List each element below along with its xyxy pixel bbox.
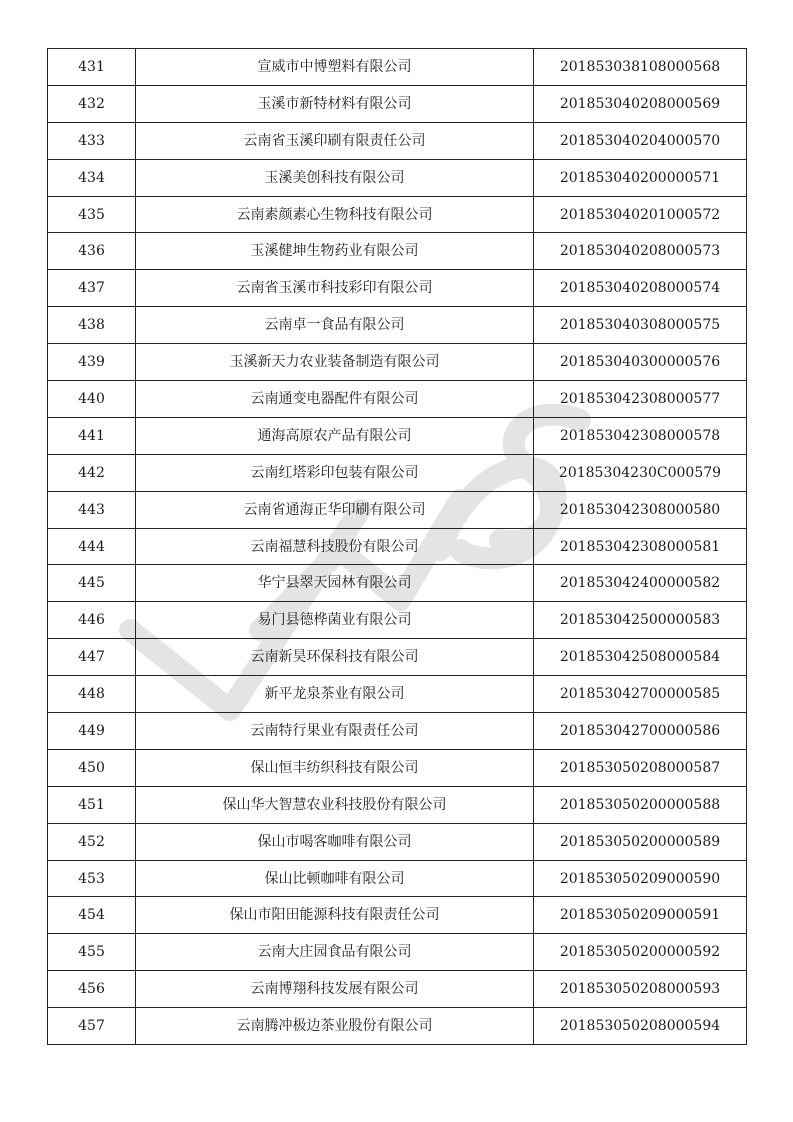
registration-code: 201853050200000588	[534, 786, 747, 823]
company-name: 保山市喝客咖啡有限公司	[136, 823, 534, 860]
table-row	[48, 307, 747, 344]
company-name: 云南省玉溪市科技彩印有限公司	[136, 270, 534, 307]
table-row	[48, 639, 747, 676]
registration-code: 201853040200000571	[534, 159, 747, 196]
row-number: 451	[48, 786, 136, 823]
row-number: 433	[48, 122, 136, 159]
company-name: 云南素颜素心生物科技有限公司	[136, 196, 534, 233]
row-number: 435	[48, 196, 136, 233]
company-name: 玉溪新天力农业装备制造有限公司	[136, 344, 534, 381]
company-name: 保山比顿咖啡有限公司	[136, 860, 534, 897]
registration-code: 201853042508000584	[534, 639, 747, 676]
company-name: 保山恒丰纺织科技有限公司	[136, 749, 534, 786]
company-name: 云南腾冲极边茶业股份有限公司	[136, 1008, 534, 1045]
table-row	[48, 344, 747, 381]
registration-code: 201853040308000575	[534, 307, 747, 344]
row-number: 455	[48, 934, 136, 971]
table-row	[48, 454, 747, 491]
table-row	[48, 860, 747, 897]
table-row	[48, 565, 747, 602]
registration-code: 201853042308000577	[534, 381, 747, 418]
table-row	[48, 233, 747, 270]
table-row	[48, 971, 747, 1008]
table-row	[48, 749, 747, 786]
company-name: 云南通变电器配件有限公司	[136, 381, 534, 418]
registration-code: 201853050208000587	[534, 749, 747, 786]
table-row	[48, 159, 747, 196]
registration-code: 201853040300000576	[534, 344, 747, 381]
company-name: 云南福慧科技股份有限公司	[136, 528, 534, 565]
registration-code: 201853040201000572	[534, 196, 747, 233]
row-number: 436	[48, 233, 136, 270]
company-name: 保山市阳田能源科技有限责任公司	[136, 897, 534, 934]
table-row	[48, 196, 747, 233]
row-number: 431	[48, 49, 136, 86]
registration-code: 201853040208000574	[534, 270, 747, 307]
registration-code: 20185304230C000579	[534, 454, 747, 491]
row-number: 445	[48, 565, 136, 602]
row-number: 447	[48, 639, 136, 676]
table-row	[48, 823, 747, 860]
registration-code: 201853042700000585	[534, 676, 747, 713]
company-name: 云南特行果业有限责任公司	[136, 713, 534, 750]
row-number: 456	[48, 971, 136, 1008]
table-row	[48, 85, 747, 122]
row-number: 457	[48, 1008, 136, 1045]
row-number: 439	[48, 344, 136, 381]
company-name: 云南红塔彩印包装有限公司	[136, 454, 534, 491]
table-row	[48, 1008, 747, 1045]
row-number: 437	[48, 270, 136, 307]
registration-code: 201853040208000569	[534, 85, 747, 122]
company-name: 通海高原农产品有限公司	[136, 417, 534, 454]
company-name: 玉溪美创科技有限公司	[136, 159, 534, 196]
table-row	[48, 528, 747, 565]
row-number: 453	[48, 860, 136, 897]
table-row	[48, 417, 747, 454]
row-number: 448	[48, 676, 136, 713]
company-name: 云南大庄园食品有限公司	[136, 934, 534, 971]
table-row	[48, 491, 747, 528]
registration-code: 201853040204000570	[534, 122, 747, 159]
company-name: 玉溪市新特材料有限公司	[136, 85, 534, 122]
registration-code: 201853050209000590	[534, 860, 747, 897]
company-name: 云南省通海正华印刷有限公司	[136, 491, 534, 528]
table-row	[48, 381, 747, 418]
row-number: 432	[48, 85, 136, 122]
table-row	[48, 934, 747, 971]
registration-code: 201853050208000594	[534, 1008, 747, 1045]
table-row	[48, 122, 747, 159]
row-number: 440	[48, 381, 136, 418]
company-name: 玉溪健坤生物药业有限公司	[136, 233, 534, 270]
row-number: 444	[48, 528, 136, 565]
company-name: 云南省玉溪印刷有限责任公司	[136, 122, 534, 159]
company-name: 云南博翔科技发展有限公司	[136, 971, 534, 1008]
registration-code: 201853040208000573	[534, 233, 747, 270]
row-number: 450	[48, 749, 136, 786]
table-row	[48, 713, 747, 750]
company-name: 云南新昊环保科技有限公司	[136, 639, 534, 676]
table-row	[48, 676, 747, 713]
registration-code: 201853042308000578	[534, 417, 747, 454]
registration-code: 201853038108000568	[534, 49, 747, 86]
table-row	[48, 49, 747, 86]
row-number: 452	[48, 823, 136, 860]
row-number: 442	[48, 454, 136, 491]
registration-code: 201853042500000583	[534, 602, 747, 639]
table-row	[48, 270, 747, 307]
registration-code: 201853042700000586	[534, 713, 747, 750]
registration-code: 201853050200000592	[534, 934, 747, 971]
company-name: 易门县德桦菌业有限公司	[136, 602, 534, 639]
row-number: 446	[48, 602, 136, 639]
row-number: 441	[48, 417, 136, 454]
registration-code: 201853042308000581	[534, 528, 747, 565]
row-number: 454	[48, 897, 136, 934]
registration-code: 201853050209000591	[534, 897, 747, 934]
row-number: 438	[48, 307, 136, 344]
registration-code: 201853050208000593	[534, 971, 747, 1008]
table-row	[48, 897, 747, 934]
registration-code: 201853050200000589	[534, 823, 747, 860]
row-number: 434	[48, 159, 136, 196]
company-name: 新平龙泉茶业有限公司	[136, 676, 534, 713]
company-name: 宣威市中博塑料有限公司	[136, 49, 534, 86]
enterprise-table	[47, 48, 747, 1045]
row-number: 443	[48, 491, 136, 528]
registration-code: 201853042308000580	[534, 491, 747, 528]
table-row	[48, 786, 747, 823]
company-name: 云南卓一食品有限公司	[136, 307, 534, 344]
company-name: 华宁县翠天园林有限公司	[136, 565, 534, 602]
row-number: 449	[48, 713, 136, 750]
registration-code: 201853042400000582	[534, 565, 747, 602]
table-row	[48, 602, 747, 639]
company-name: 保山华大智慧农业科技股份有限公司	[136, 786, 534, 823]
